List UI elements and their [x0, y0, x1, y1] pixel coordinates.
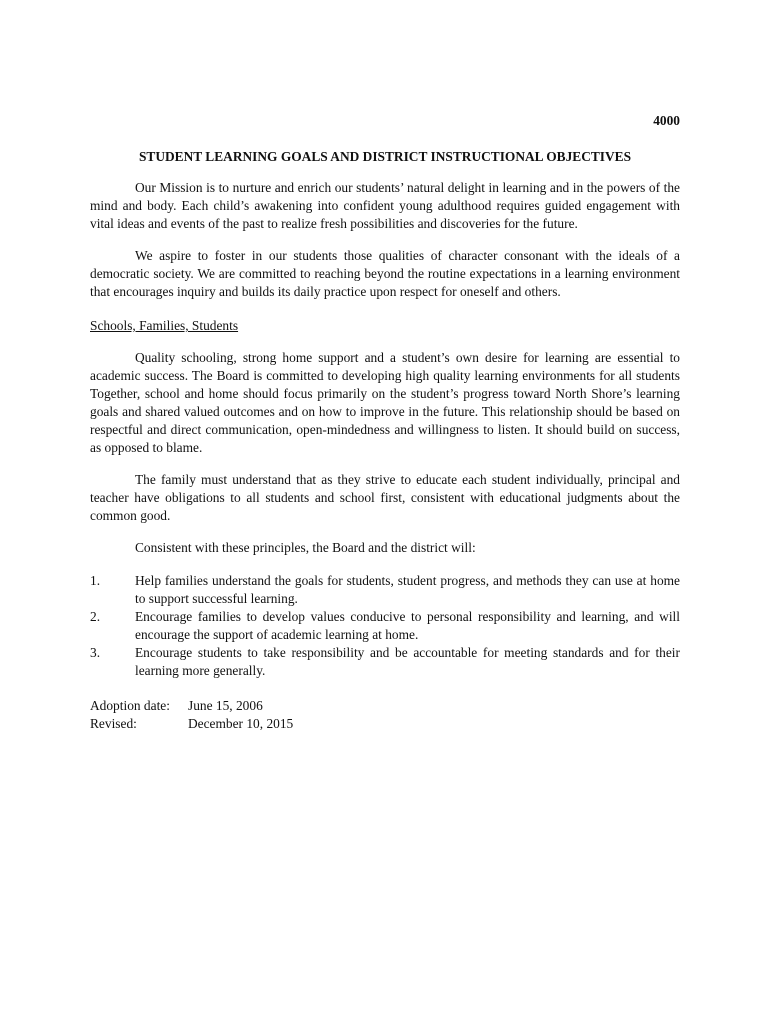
list-item-number: 1. — [90, 573, 101, 588]
mission-paragraph: Our Mission is to nurture and enrich our students’ natural delight in learning and in the powers of the mind and body. Each child’s awakening into confident young adulthood requires guided engagement with vital ideas and events of the past to realize fresh possibilities and discoveries for the future. — [90, 180, 680, 231]
policy-number: 4000 — [653, 113, 680, 128]
list-item-number: 3. — [90, 645, 101, 660]
aspiration-paragraph: We aspire to foster in our students those qualities of character consonant with the ideals of a democratic society. We are committed to reaching beyond the routine expectations in a learning environment that encourages inquiry and builds its daily practice upon respect for oneself and others. — [90, 248, 680, 299]
adoption-date-label: Adoption date: — [90, 698, 170, 713]
list-item — [90, 572, 680, 608]
principles-paragraph: Consistent with these principles, the Board and the district will: — [135, 540, 476, 555]
list-item — [90, 608, 680, 644]
document-page — [90, 112, 680, 733]
commitments-list — [90, 572, 680, 680]
page-title: STUDENT LEARNING GOALS AND DISTRICT INSTRUCTIONAL OBJECTIVES — [138, 149, 632, 164]
section-heading: Schools, Families, Students — [90, 318, 239, 333]
adoption-block — [90, 697, 680, 733]
revised-date-row — [90, 715, 680, 733]
family-paragraph: The family must understand that as they strive to educate each student individually, principal and teacher have obligations to all students and school first, consistent with educational judgments about the common good. — [90, 472, 680, 523]
list-item-text: Help families understand the goals for students, student progress, and methods they can use at home to support successful learning. — [135, 573, 680, 606]
revised-date-label: Revised: — [90, 716, 137, 731]
revised-date-value: December 10, 2015 — [188, 716, 294, 731]
adoption-date-value: June 15, 2006 — [188, 698, 263, 713]
list-item-text: Encourage families to develop values conducive to personal responsibility and learning, and will encourage the support of academic learning at home. — [135, 609, 680, 642]
list-item — [90, 644, 680, 680]
adoption-date-row — [90, 697, 680, 715]
list-item-number: 2. — [90, 609, 101, 624]
list-item-text: Encourage students to take responsibility and be accountable for meeting standards and for their learning more generally. — [135, 645, 680, 678]
quality-schooling-paragraph: Quality schooling, strong home support and a student’s own desire for learning are essential to academic success. The Board is committed to developing high quality learning environments for all students Together, school and home should focus primarily on the student’s progress toward North Shore’s learning goals and shared valued outcomes and on how to improve in the future. This relationship should be based on respectful and direct communication, open-mindedness and willingness to listen. It should build on success, as opposed to blame. — [90, 350, 680, 455]
